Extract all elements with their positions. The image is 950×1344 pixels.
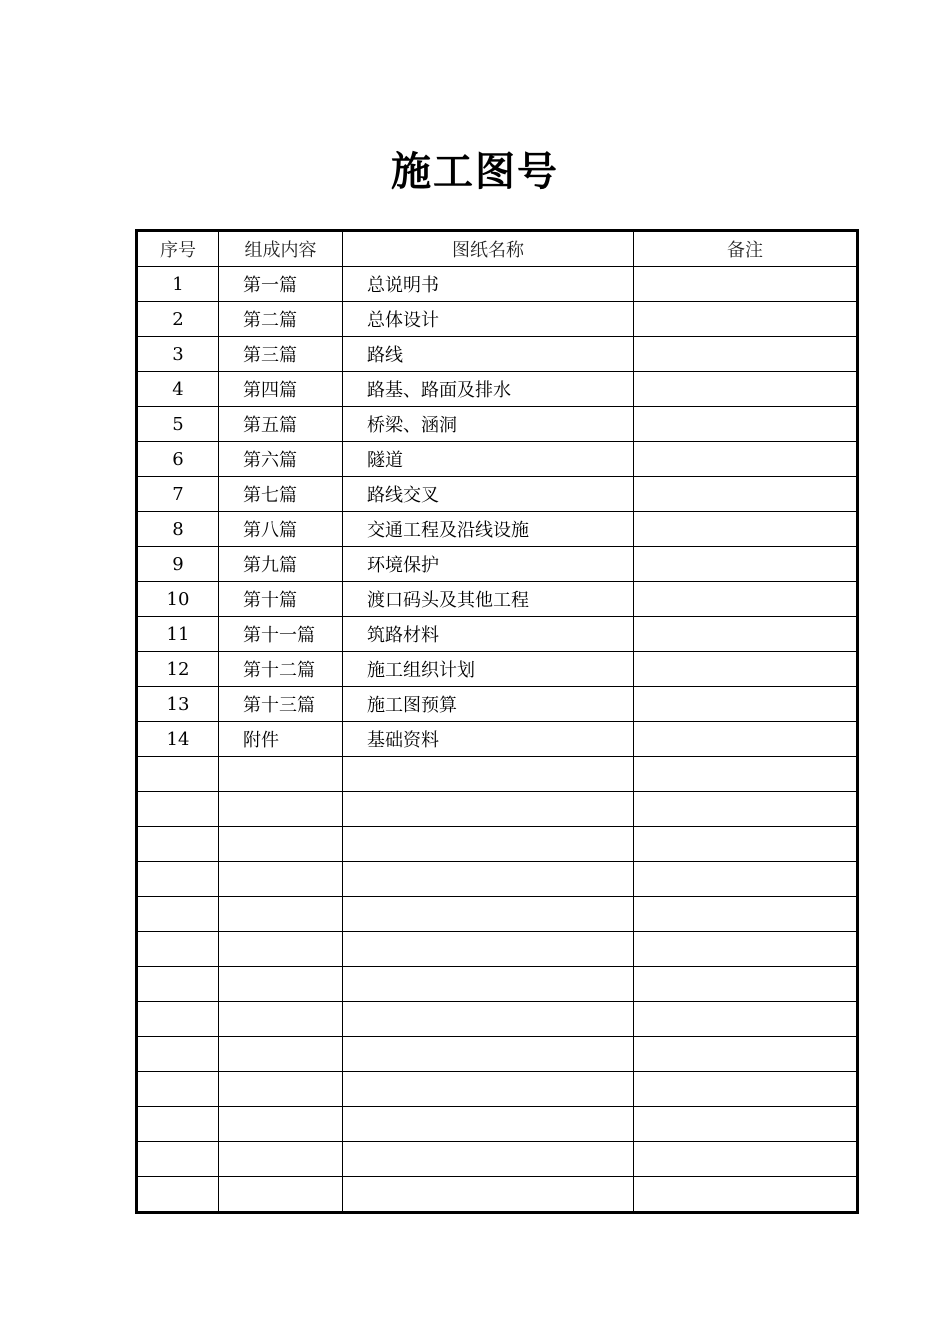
table-row xyxy=(137,722,858,757)
row-note xyxy=(634,267,858,302)
table-row xyxy=(137,512,858,547)
row-drawing-name: 施工图预算 xyxy=(343,687,634,722)
empty-table-row xyxy=(137,1037,858,1072)
empty-cell xyxy=(137,827,219,862)
empty-cell xyxy=(137,1037,219,1072)
empty-cell xyxy=(137,1072,219,1107)
empty-cell xyxy=(219,1177,343,1213)
header-part: 组成内容 xyxy=(219,231,343,267)
empty-cell xyxy=(343,1002,634,1037)
empty-table-row xyxy=(137,932,858,967)
empty-cell xyxy=(343,1072,634,1107)
empty-cell xyxy=(343,967,634,1002)
empty-cell xyxy=(137,1177,219,1213)
empty-cell xyxy=(343,757,634,792)
row-drawing-name: 环境保护 xyxy=(343,547,634,582)
row-note xyxy=(634,512,858,547)
row-number: 7 xyxy=(137,477,219,512)
empty-cell xyxy=(634,1002,858,1037)
row-part: 第一篇 xyxy=(219,267,343,302)
row-note xyxy=(634,407,858,442)
empty-cell xyxy=(634,897,858,932)
row-part: 第七篇 xyxy=(219,477,343,512)
empty-cell xyxy=(634,1177,858,1213)
empty-cell xyxy=(634,967,858,1002)
empty-cell xyxy=(137,967,219,1002)
table-row xyxy=(137,442,858,477)
row-part: 第二篇 xyxy=(219,302,343,337)
empty-cell xyxy=(137,792,219,827)
row-drawing-name: 渡口码头及其他工程 xyxy=(343,582,634,617)
row-number: 3 xyxy=(137,337,219,372)
empty-cell xyxy=(219,1142,343,1177)
row-drawing-name: 交通工程及沿线设施 xyxy=(343,512,634,547)
row-note xyxy=(634,337,858,372)
table-row xyxy=(137,477,858,512)
empty-cell xyxy=(343,897,634,932)
table-row xyxy=(137,407,858,442)
empty-table-row xyxy=(137,1107,858,1142)
row-note xyxy=(634,687,858,722)
drawing-index-table xyxy=(135,229,859,1214)
row-drawing-name: 隧道 xyxy=(343,442,634,477)
empty-cell xyxy=(137,932,219,967)
row-number: 12 xyxy=(137,652,219,687)
row-note xyxy=(634,617,858,652)
row-drawing-name: 桥梁、涵洞 xyxy=(343,407,634,442)
row-part: 第六篇 xyxy=(219,442,343,477)
empty-table-row xyxy=(137,862,858,897)
empty-cell xyxy=(634,932,858,967)
empty-cell xyxy=(343,827,634,862)
row-note xyxy=(634,652,858,687)
empty-cell xyxy=(343,1177,634,1213)
empty-cell xyxy=(137,1107,219,1142)
empty-cell xyxy=(219,792,343,827)
empty-cell xyxy=(634,827,858,862)
empty-cell xyxy=(219,1107,343,1142)
table-row xyxy=(137,617,858,652)
empty-cell xyxy=(634,757,858,792)
empty-cell xyxy=(634,1107,858,1142)
row-drawing-name: 总体设计 xyxy=(343,302,634,337)
empty-cell xyxy=(137,897,219,932)
row-part: 第八篇 xyxy=(219,512,343,547)
row-part: 第四篇 xyxy=(219,372,343,407)
row-number: 5 xyxy=(137,407,219,442)
row-note xyxy=(634,372,858,407)
header-name: 图纸名称 xyxy=(343,231,634,267)
row-drawing-name: 路线 xyxy=(343,337,634,372)
row-part: 第三篇 xyxy=(219,337,343,372)
empty-cell xyxy=(343,792,634,827)
table-row xyxy=(137,687,858,722)
row-part: 附件 xyxy=(219,722,343,757)
row-number: 6 xyxy=(137,442,219,477)
empty-table-row xyxy=(137,897,858,932)
row-note xyxy=(634,582,858,617)
row-drawing-name: 路线交叉 xyxy=(343,477,634,512)
empty-cell xyxy=(137,1142,219,1177)
row-drawing-name: 基础资料 xyxy=(343,722,634,757)
header-num: 序号 xyxy=(137,231,219,267)
empty-cell xyxy=(634,1072,858,1107)
table-row xyxy=(137,547,858,582)
empty-cell xyxy=(137,757,219,792)
empty-cell xyxy=(634,792,858,827)
empty-cell xyxy=(137,862,219,897)
empty-cell xyxy=(219,827,343,862)
row-number: 1 xyxy=(137,267,219,302)
empty-table-row xyxy=(137,1142,858,1177)
row-number: 10 xyxy=(137,582,219,617)
empty-table-row xyxy=(137,827,858,862)
empty-cell xyxy=(343,1037,634,1072)
header-note: 备注 xyxy=(634,231,858,267)
empty-cell xyxy=(634,1142,858,1177)
row-number: 9 xyxy=(137,547,219,582)
row-part: 第五篇 xyxy=(219,407,343,442)
page-title: 施工图号 xyxy=(391,148,559,195)
row-number: 2 xyxy=(137,302,219,337)
empty-cell xyxy=(219,1037,343,1072)
table-row xyxy=(137,302,858,337)
empty-cell xyxy=(343,932,634,967)
row-note xyxy=(634,442,858,477)
row-note xyxy=(634,547,858,582)
empty-cell xyxy=(219,897,343,932)
row-number: 8 xyxy=(137,512,219,547)
empty-cell xyxy=(634,1037,858,1072)
row-part: 第十篇 xyxy=(219,582,343,617)
row-part: 第九篇 xyxy=(219,547,343,582)
empty-table-row xyxy=(137,792,858,827)
empty-table-row xyxy=(137,1072,858,1107)
empty-cell xyxy=(219,1072,343,1107)
table-row xyxy=(137,337,858,372)
row-number: 14 xyxy=(137,722,219,757)
row-drawing-name: 筑路材料 xyxy=(343,617,634,652)
empty-cell xyxy=(219,757,343,792)
row-note xyxy=(634,477,858,512)
empty-cell xyxy=(219,862,343,897)
empty-cell xyxy=(634,862,858,897)
empty-table-row xyxy=(137,1002,858,1037)
row-drawing-name: 施工组织计划 xyxy=(343,652,634,687)
row-note xyxy=(634,302,858,337)
table-row xyxy=(137,652,858,687)
empty-cell xyxy=(343,1142,634,1177)
row-note xyxy=(634,722,858,757)
table-row xyxy=(137,372,858,407)
row-number: 13 xyxy=(137,687,219,722)
row-part: 第十一篇 xyxy=(219,617,343,652)
table-body xyxy=(137,267,858,1213)
empty-table-row xyxy=(137,757,858,792)
empty-cell xyxy=(137,1002,219,1037)
empty-table-row xyxy=(137,1177,858,1213)
row-drawing-name: 总说明书 xyxy=(343,267,634,302)
table-header-row xyxy=(137,231,858,267)
empty-cell xyxy=(219,967,343,1002)
empty-cell xyxy=(219,1002,343,1037)
row-drawing-name: 路基、路面及排水 xyxy=(343,372,634,407)
empty-cell xyxy=(343,1107,634,1142)
row-number: 4 xyxy=(137,372,219,407)
empty-cell xyxy=(219,932,343,967)
row-number: 11 xyxy=(137,617,219,652)
row-part: 第十二篇 xyxy=(219,652,343,687)
table-row xyxy=(137,267,858,302)
row-part: 第十三篇 xyxy=(219,687,343,722)
empty-cell xyxy=(343,862,634,897)
table-row xyxy=(137,582,858,617)
empty-table-row xyxy=(137,967,858,1002)
